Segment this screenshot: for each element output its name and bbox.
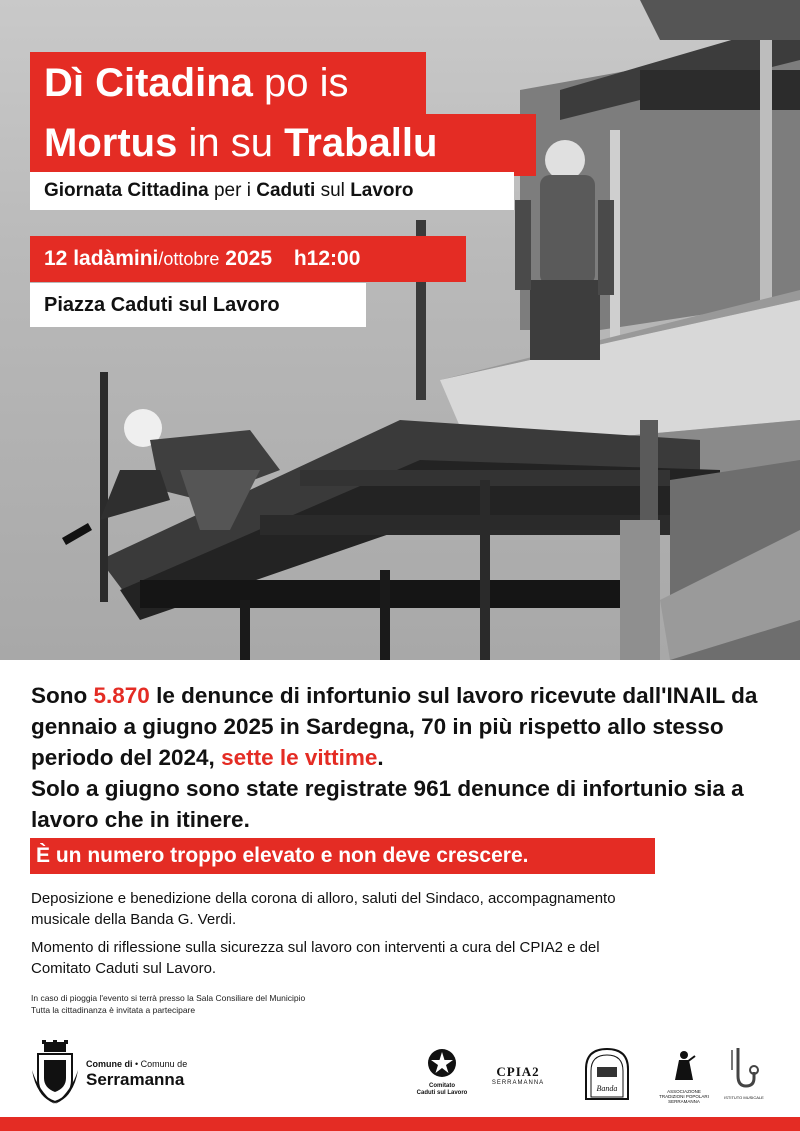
lead-number: 5.870 bbox=[93, 683, 150, 708]
assoc-text-3: SERRAMANNA bbox=[668, 1099, 700, 1104]
date-year: 2025 bbox=[225, 247, 272, 270]
music-institute-logo bbox=[722, 1046, 766, 1100]
town-name: Serramanna bbox=[86, 1070, 185, 1089]
subtitle-w4: sul bbox=[320, 180, 345, 201]
note-rain: In caso di pioggia l'evento si terrà presso la Sala Consiliare del Municipio bbox=[31, 993, 306, 1003]
event-time: h12:00 bbox=[293, 247, 361, 270]
cpia-text-1: CPIA2 bbox=[496, 1064, 540, 1079]
banda-text: Banda bbox=[596, 1084, 618, 1093]
lead-paragraph bbox=[31, 680, 771, 835]
title-bold-3: Traballu bbox=[284, 121, 438, 165]
town-crest-icon bbox=[30, 1040, 80, 1106]
associazione-logo bbox=[654, 1050, 714, 1104]
date-month: /ottobre bbox=[158, 249, 220, 269]
lead-s1: Sono bbox=[31, 683, 94, 708]
note-invite: Tutta la cittadinanza è invitata a partecipare bbox=[31, 1005, 196, 1015]
subtitle-w1: Giornata Cittadina bbox=[44, 180, 209, 201]
comitato-logo bbox=[412, 1048, 472, 1097]
banda-emblem-icon bbox=[582, 1047, 632, 1101]
date-day: 12 ladàmini bbox=[44, 247, 159, 270]
lead-s2: le denunce di infortunio sul lavoro ricevute dall'INAIL da gennaio a giugno 2025 in Sardegna, 70 in più rispetto allo stesso periodo del 2024, bbox=[31, 683, 758, 770]
comitato-text-2: Caduti sul Lavoro bbox=[416, 1090, 468, 1096]
comune-label bbox=[86, 1058, 187, 1090]
title-line-1 bbox=[30, 52, 426, 116]
notes bbox=[31, 992, 305, 1016]
title-bold-1: Dì Citadina bbox=[44, 61, 253, 105]
assoc-text-2: TRADIZIONI POPOLARI bbox=[659, 1094, 709, 1099]
cpia-logo bbox=[486, 1064, 550, 1086]
event-date bbox=[30, 236, 466, 282]
title-light-2: in su bbox=[188, 121, 273, 165]
subtitle-w5: Lavoro bbox=[350, 180, 414, 201]
comitato-text-1: Comitato bbox=[429, 1083, 455, 1089]
comitato-star-icon bbox=[427, 1048, 457, 1078]
program-paragraph-2: Momento di riflessione sulla sicurezza sul lavoro con interventi a cura del CPIA2 e del Comitato Caduti sul Lavoro. bbox=[31, 939, 600, 977]
program-paragraph-1: Deposizione e benedizione della corona di alloro, saluti del Sindaco, accompagnamento musicale della Banda G. Verdi. bbox=[31, 890, 616, 928]
saxophone-icon bbox=[726, 1046, 762, 1090]
assoc-text-1: ASSOCIAZIONE bbox=[667, 1089, 701, 1094]
comunu-de: • Comunu de bbox=[135, 1059, 188, 1069]
music-text: ISTITUTO MUSICALE bbox=[724, 1095, 764, 1100]
title-bold-2: Mortus bbox=[44, 121, 178, 165]
subtitle bbox=[30, 172, 514, 210]
lead-victims: sette le vittime bbox=[221, 745, 378, 770]
lead-s4: Solo a giugno sono state registrate 961 denunce di infortunio sia a lavoro che in itinere. bbox=[31, 776, 744, 832]
dancer-icon bbox=[671, 1050, 697, 1084]
title-line-2 bbox=[30, 114, 536, 176]
lead-s3: . bbox=[377, 745, 384, 770]
subtitle-w3: Caduti bbox=[256, 180, 316, 201]
subtitle-w2: per i bbox=[213, 180, 251, 201]
title-light-1: po is bbox=[264, 61, 349, 105]
cpia-text-2: SERRAMANNA bbox=[491, 1080, 545, 1086]
warning-banner: È un numero troppo elevato e non deve crescere. bbox=[30, 838, 655, 874]
banda-logo bbox=[582, 1047, 632, 1101]
event-place: Piazza Caduti sul Lavoro bbox=[30, 283, 366, 327]
comune-di: Comune di bbox=[86, 1059, 133, 1069]
bottom-accent-bar bbox=[0, 1117, 800, 1131]
